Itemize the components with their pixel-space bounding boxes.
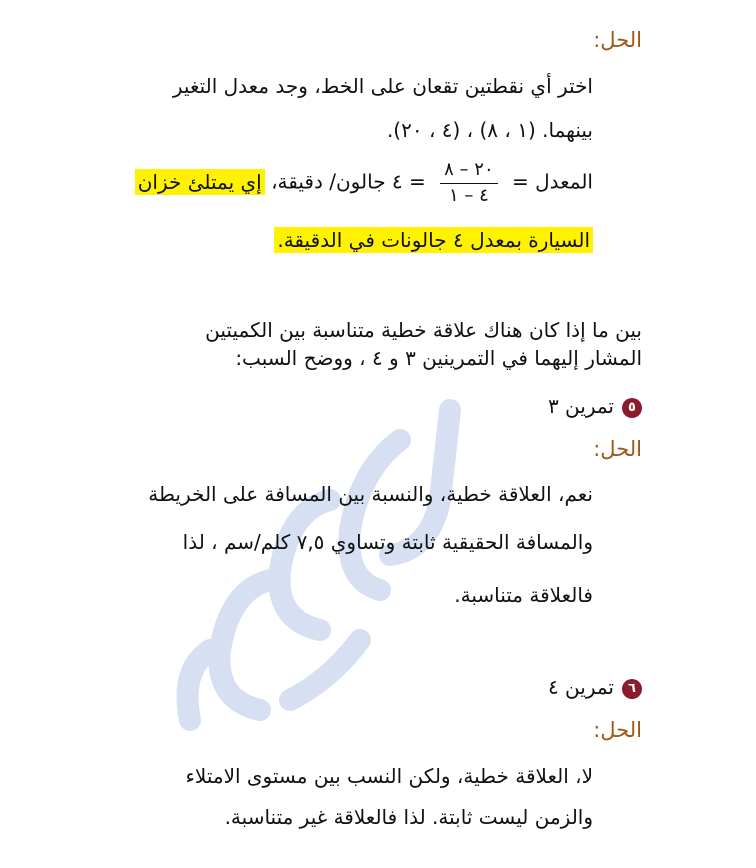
exercise-5-line-1: نعم، العلاقة خطية، والنسبة بين المسافة على الخريطة (148, 482, 593, 506)
exercise-6-header (0, 675, 642, 699)
question-line-2: المشار إليهما في التمرينين ٣ و ٤ ، ووضح السبب: (235, 346, 642, 370)
exercise-6-line-1: لا، العلاقة خطية، ولكن النسب بين مستوى الامتلاء (185, 764, 593, 788)
highlighted-conclusion-1: إي يمتلئ خزان (135, 169, 265, 195)
rate-result: = ٤ جالون/ دقيقة، (271, 169, 426, 194)
highlighted-conclusion-2: السيارة بمعدل ٤ جالونات في الدقيقة. (274, 227, 593, 253)
solution-line-1: اختر أي نقطتين تقعان على الخط، وجد معدل التغير (172, 74, 593, 98)
exercise-5-line-3: فالعلاقة متناسبة. (454, 583, 593, 607)
fraction-denominator: ٤ – ١ (448, 184, 489, 206)
rate-equation (0, 160, 593, 206)
exercise-5-title: تمرين ٣ (547, 394, 614, 418)
exercise-number-badge: ٦ (622, 679, 642, 699)
exercise-5-header (0, 394, 642, 418)
rate-fraction (440, 160, 497, 206)
exercise-5-line-2: والمسافة الحقيقية ثابتة وتساوي ٧,٥ كلم/سم ، لذا (182, 530, 593, 554)
solution-heading: الحل: (593, 28, 642, 52)
highlighted-line (0, 228, 593, 252)
exercise-5-solution-heading: الحل: (593, 437, 642, 461)
exercise-6-title: تمرين ٤ (547, 675, 614, 699)
exercise-6-solution-heading: الحل: (593, 718, 642, 742)
exercise-number-badge: ٥ (622, 398, 642, 418)
question-line-1: بين ما إذا كان هناك علاقة خطية متناسبة بين الكميتين (205, 318, 642, 342)
exercise-6-line-2: والزمن ليست ثابتة. لذا فالعلاقة غير متناسبة. (224, 805, 593, 829)
fraction-numerator: ٢٠ – ٨ (440, 160, 497, 184)
solution-line-2: بينهما. (١ ، ٨) ، (٤ ، ٢٠). (386, 118, 593, 142)
rate-label: المعدل = (511, 169, 593, 194)
